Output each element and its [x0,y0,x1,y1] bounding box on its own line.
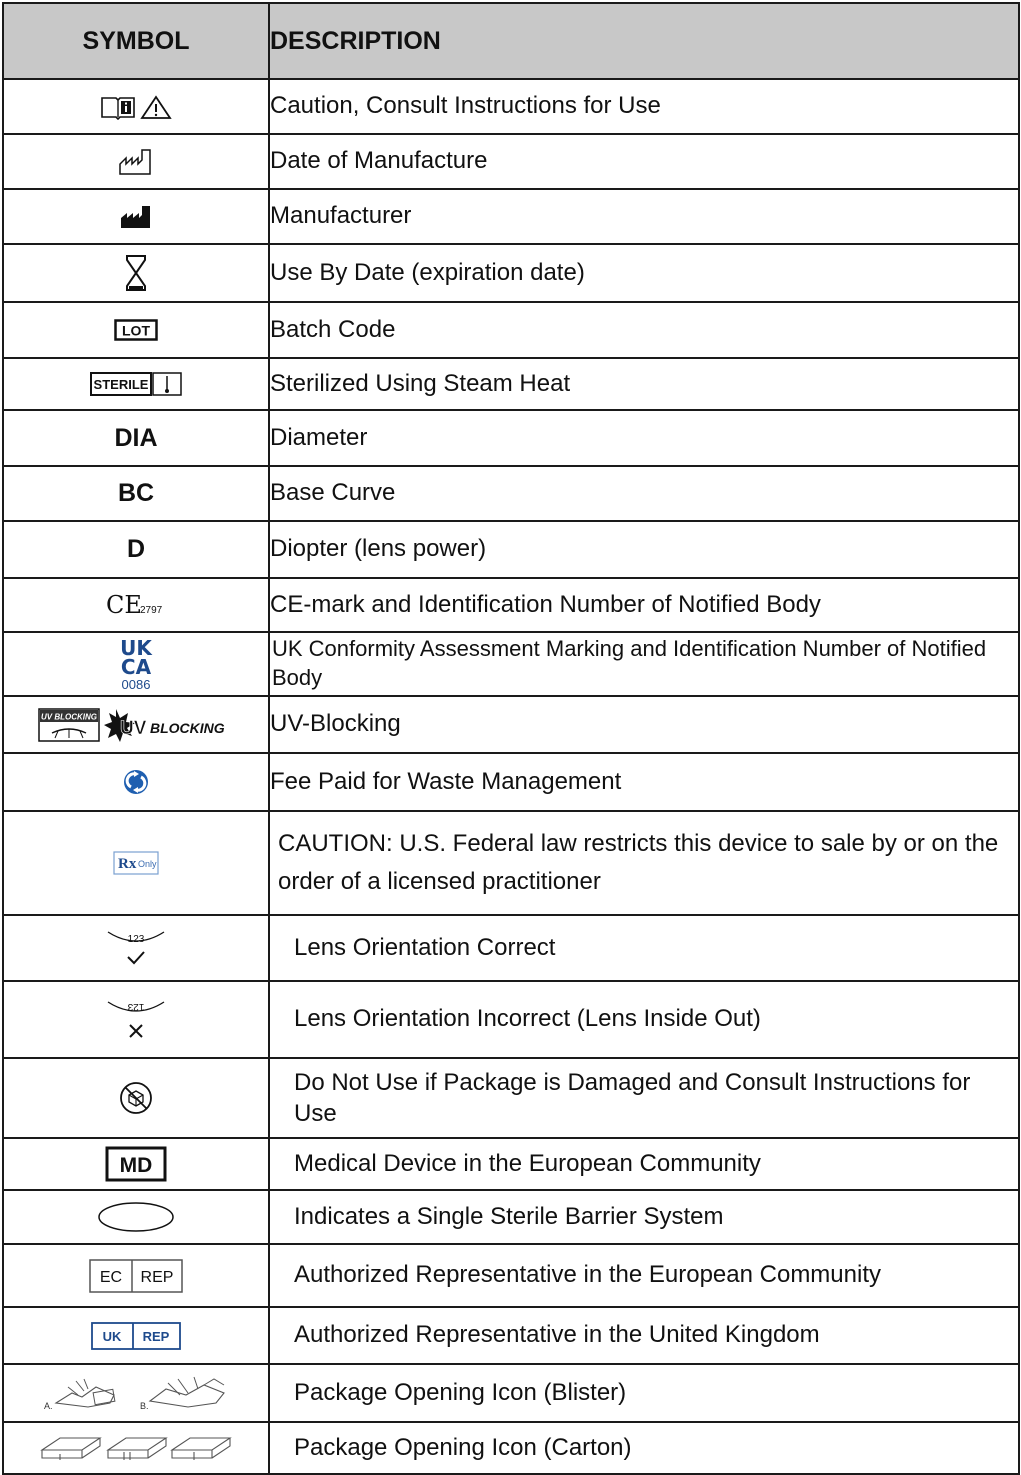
description-cell: Diameter [269,410,1019,466]
table-row [3,811,1019,915]
svg-text:2797: 2797 [140,605,163,616]
svg-text:REP: REP [142,1328,170,1344]
svg-text:BLOCKING: BLOCKING [150,719,225,736]
description-cell: Caution, Consult Instructions for Use [269,79,1019,134]
table-row [3,1307,1019,1364]
table-row [3,302,1019,358]
uv-blocking-icon [38,707,234,743]
manufacturer-icon [119,204,153,230]
lens-orientation-incorrect-icon [106,998,166,1042]
sterile-steam-icon [90,372,182,396]
lot-icon [114,319,158,341]
description-cell: Batch Code [269,302,1019,358]
symbol-cell [3,1422,269,1474]
symbol-cell [3,302,269,358]
dia-symbol: DIA [114,423,158,452]
table-row [3,1058,1019,1138]
symbol-cell [3,79,269,134]
symbol-cell [3,1307,269,1364]
table-row [3,244,1019,302]
hourglass-use-by-icon [125,254,147,292]
ukca-mark-icon [116,636,156,692]
date-of-manufacture-icon [117,147,155,177]
table-row [3,1422,1019,1474]
do-not-use-damaged-package-icon [119,1081,153,1115]
svg-text:123: 123 [127,1000,145,1012]
symbol-cell [3,1190,269,1244]
package-opening-carton-icon [38,1432,234,1464]
symbol-cell [3,578,269,632]
description-cell: CAUTION: U.S. Federal law restricts this device to sale by or on the order of a licensed practitioner [269,811,1019,915]
description-cell: Package Opening Icon (Blister) [269,1364,1019,1422]
uk-rep-icon [91,1322,181,1350]
table-row [3,696,1019,753]
table-row [3,915,1019,981]
description-cell: Diopter (lens power) [269,521,1019,578]
description-cell: Date of Manufacture [269,134,1019,189]
symbol-cell [3,410,269,466]
svg-text:UK: UK [120,636,152,660]
symbol-cell [3,521,269,578]
svg-text:B.: B. [140,1401,149,1411]
description-cell: Manufacturer [269,189,1019,244]
table-row [3,1190,1019,1244]
consult-instructions-caution-icon [100,94,172,120]
table-row [3,79,1019,134]
table-row [3,466,1019,521]
table-row [3,753,1019,811]
svg-text:CA: CA [120,655,152,679]
description-cell: Authorized Representative in the European Community [269,1244,1019,1307]
symbol-cell [3,981,269,1058]
table-row [3,1364,1019,1422]
symbols-table [2,2,1020,1475]
svg-text:CE: CE [106,591,142,619]
table-row [3,521,1019,578]
svg-text:UV BLOCKING: UV BLOCKING [41,712,97,721]
table-row [3,189,1019,244]
symbol-column-header: SYMBOL [3,3,269,79]
symbol-cell [3,134,269,189]
symbol-cell [3,696,269,753]
table-row [3,134,1019,189]
svg-text:STERILE: STERILE [93,377,149,392]
description-cell: UK Conformity Assessment Marking and Identification Number of Notified Body [269,632,1019,696]
symbol-cell [3,915,269,981]
description-cell: Base Curve [269,466,1019,521]
rx-only-icon [113,851,159,875]
svg-text:Only: Only [138,859,157,869]
d-symbol: D [126,535,146,563]
ec-rep-icon [89,1259,183,1293]
description-cell: Indicates a Single Sterile Barrier System [269,1190,1019,1244]
svg-text:A.: A. [44,1401,53,1411]
description-cell: UV-Blocking [269,696,1019,753]
table-row [3,358,1019,410]
symbol-cell [3,753,269,811]
table-row [3,410,1019,466]
symbol-cell [3,244,269,302]
symbol-cell [3,1138,269,1190]
svg-text:REP: REP [140,1268,174,1286]
table-row [3,578,1019,632]
symbol-cell [3,632,269,696]
symbol-cell [3,811,269,915]
svg-text:Rx: Rx [118,856,137,872]
green-dot-icon [122,768,150,796]
svg-text:UK: UK [102,1328,122,1344]
description-cell: Fee Paid for Waste Management [269,753,1019,811]
table-row [3,632,1019,696]
lens-orientation-correct-icon [106,928,166,968]
svg-text:LOT: LOT [122,322,150,339]
svg-text:UV: UV [120,717,147,739]
description-column-header: DESCRIPTION [269,3,1019,79]
symbol-cell [3,358,269,410]
description-cell: Use By Date (expiration date) [269,244,1019,302]
description-cell: Sterilized Using Steam Heat [269,358,1019,410]
description-cell: Do Not Use if Package is Damaged and Consult Instructions for Use [269,1058,1019,1138]
description-cell: CE-mark and Identification Number of Notified Body [269,578,1019,632]
svg-text:0086: 0086 [121,677,151,692]
svg-text:MD: MD [119,1154,153,1177]
description-cell: Lens Orientation Incorrect (Lens Inside Out) [269,981,1019,1058]
symbol-cell [3,189,269,244]
description-cell: Lens Orientation Correct [269,915,1019,981]
table-row [3,981,1019,1058]
table-row [3,1138,1019,1190]
md-icon [105,1146,167,1182]
description-cell: Package Opening Icon (Carton) [269,1422,1019,1474]
symbol-cell [3,1364,269,1422]
package-opening-blister-icon [38,1373,234,1413]
svg-text:EC: EC [99,1268,123,1286]
description-cell: Authorized Representative in the United Kingdom [269,1307,1019,1364]
ce-mark-icon [104,591,168,619]
description-cell: Medical Device in the European Community [269,1138,1019,1190]
symbol-cell [3,1058,269,1138]
svg-text:123: 123 [127,934,145,945]
single-sterile-barrier-icon [96,1201,176,1233]
symbol-cell [3,466,269,521]
symbol-cell [3,1244,269,1307]
table-row [3,1244,1019,1307]
table-header-row [3,3,1019,79]
bc-symbol: BC [117,479,155,507]
